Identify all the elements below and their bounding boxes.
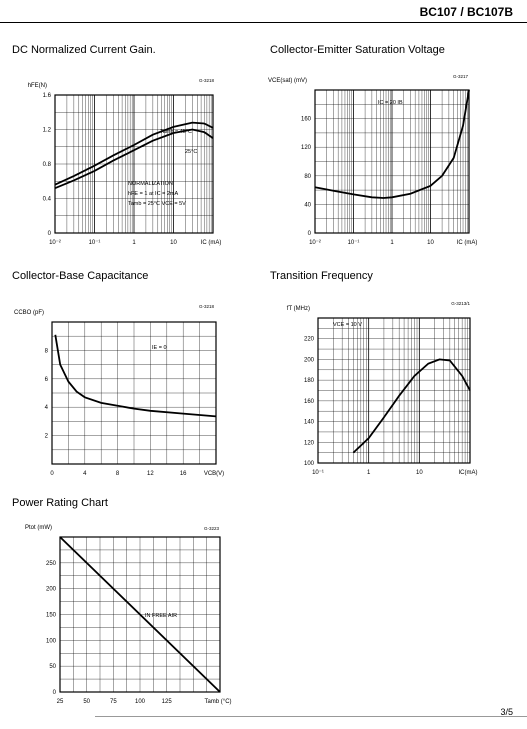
x-tick-label: 8 (115, 471, 120, 477)
x-tick-label: IC (mA) (200, 240, 222, 246)
y-tick-label: 4 (44, 405, 48, 412)
x-tick-label: 10 (427, 240, 434, 246)
x-tick-label: 0 (50, 471, 54, 477)
section-title-power: Power Rating Chart (12, 497, 108, 509)
y-tick-label: 0.8 (42, 162, 51, 168)
y-tick-label: 1.6 (42, 93, 51, 99)
x-tick-label: 16 (179, 471, 187, 477)
y-tick-label: 180 (303, 378, 314, 385)
chart-annotation: Tamb = 25°C VCE = 5V (128, 201, 186, 207)
y-axis-label: VCE(sat) (mV) (268, 78, 307, 84)
x-tick-label: 4 (83, 471, 87, 477)
series-line (353, 359, 470, 452)
chart-ccb-group (14, 304, 224, 477)
y-tick-label: 200 (45, 586, 56, 593)
x-tick-label: 1 (132, 240, 136, 246)
chart-annotation: IE = 0 (152, 345, 167, 351)
y-axis-label: CCBO (pF) (14, 310, 44, 316)
y-tick-label: 140 (303, 419, 314, 426)
x-tick-label: 125 (161, 699, 172, 705)
x-tick-label: 75 (109, 699, 117, 705)
y-tick-label: 40 (304, 202, 311, 209)
x-tick-label: 10 (170, 240, 177, 246)
section-title-ft: Transition Frequency (270, 270, 373, 282)
y-tick-label: 120 (300, 145, 311, 152)
page-number: 3/5 (500, 707, 513, 717)
x-tick-label: 10 (415, 470, 423, 476)
x-tick-label: 1 (366, 470, 371, 476)
figure-code: G-3218 (198, 304, 214, 309)
section-title-hfe: DC Normalized Current Gain. (12, 44, 156, 56)
chart-power-group (25, 525, 232, 705)
chart-annotation: VCE = 10 V (333, 322, 362, 328)
y-tick-label: 0 (307, 231, 311, 237)
x-tick-label: 50 (83, 699, 91, 705)
chart-annotation: IN FREE AIR (145, 613, 178, 619)
y-tick-label: 250 (45, 560, 56, 567)
y-tick-label: 8 (44, 348, 48, 355)
y-tick-label: 2 (44, 433, 48, 440)
document-title: BC107 / BC107B (419, 5, 513, 19)
y-tick-label: 160 (303, 398, 314, 405)
x-tick-label: 100 (134, 699, 146, 705)
chart-annotation: Tamb = 45°C (160, 129, 193, 135)
x-tick-label: 1 (390, 240, 394, 246)
y-tick-label: 0 (47, 231, 51, 237)
y-tick-label: 220 (303, 336, 314, 343)
section-title-ccb: Collector-Base Capacitance (12, 270, 149, 282)
figure-code: G-3213/1 (451, 301, 470, 306)
series-line (55, 335, 216, 417)
y-tick-label: 80 (304, 173, 311, 180)
y-tick-label: 160 (300, 116, 311, 123)
y-axis-label: hFE(N) (27, 83, 47, 89)
x-tick-label: 10⁻¹ (347, 240, 360, 246)
x-tick-label: 25 (56, 699, 64, 705)
x-tick-label: 10⁻² (49, 240, 61, 246)
section-title-vce: Collector-Emitter Saturation Voltage (270, 44, 445, 56)
x-tick-label: IC(mA) (458, 470, 478, 476)
y-tick-label: 50 (49, 664, 56, 671)
y-tick-label: 150 (45, 612, 56, 619)
x-tick-label: 10⁻¹ (312, 470, 324, 476)
chart-annotation: 25°C (185, 149, 198, 155)
y-tick-label: 200 (303, 357, 314, 364)
chart-ft-group (287, 301, 478, 476)
y-tick-label: 0.4 (42, 196, 51, 203)
y-axis-label: fT (MHz) (286, 306, 310, 312)
chart-annotation: NORMALIZATION (128, 181, 173, 187)
y-tick-label: 6 (44, 376, 48, 383)
x-tick-label: 12 (147, 471, 154, 477)
y-tick-label: 100 (45, 638, 56, 645)
x-tick-label: 10⁻² (309, 240, 321, 246)
chart-vce-group (268, 74, 477, 246)
x-tick-label: VCB(V) (203, 471, 225, 477)
chart-annotation: IC = 20 IB (378, 100, 403, 106)
x-tick-label: 10⁻¹ (88, 240, 101, 246)
figure-code: G-3223 (203, 526, 219, 531)
y-axis-label: Ptot (mW) (25, 525, 52, 531)
y-tick-label: 100 (303, 461, 314, 467)
figure-code: G-3218 (198, 78, 214, 83)
y-tick-label: 1.2 (42, 127, 51, 134)
y-tick-label: 0 (52, 690, 56, 696)
x-tick-label: Tamb (°C) (204, 699, 232, 705)
chart-hfe-group (28, 78, 222, 246)
figure-code: G-3217 (452, 74, 468, 79)
footer-rule (95, 716, 527, 717)
x-tick-label: IC (mA) (456, 240, 478, 246)
chart-annotation: hFE = 1 at IC = 2mA (128, 191, 179, 197)
y-tick-label: 120 (303, 440, 314, 447)
